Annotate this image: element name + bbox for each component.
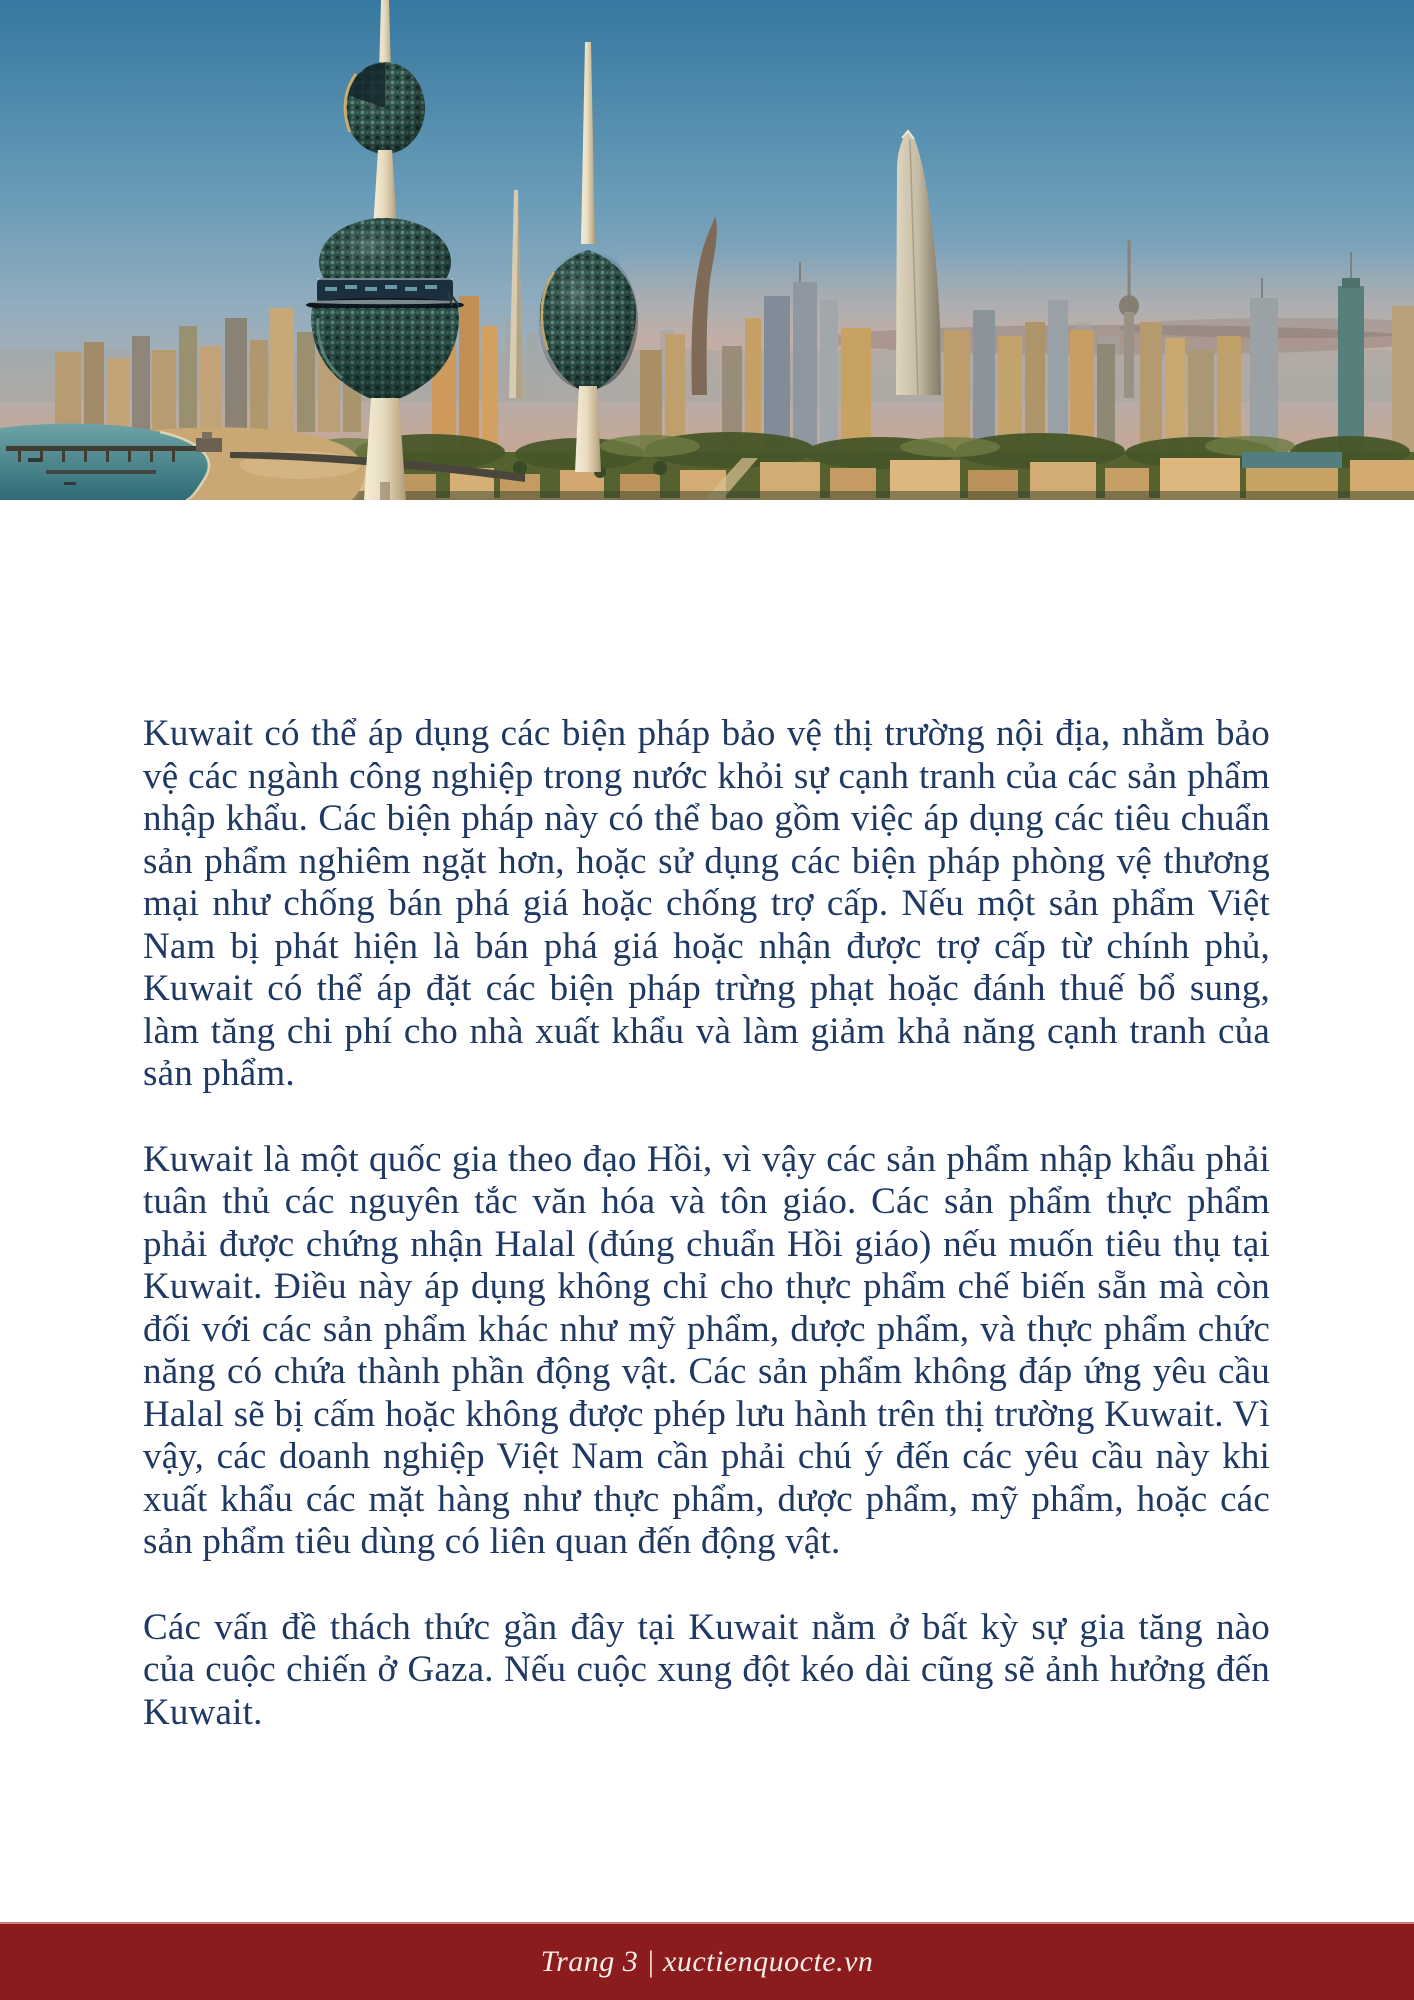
page-footer [0,1922,1414,2000]
kuwait-skyline-illustration [0,0,1414,500]
paragraph-halal-requirements: Kuwait là một quốc gia theo đạo Hồi, vì vậy các sản phẩm nhập khẩu phải tuân thủ các nguyên tắc văn hóa và tôn giáo. Các sản phẩm thực phẩm phải được chứng nhận Halal (đúng chuẩn Hồi giáo) nếu muốn tiêu thụ tại Kuwait. Điều này áp dụng không chỉ cho thực phẩm chế biến sẵn mà còn đối với các sản phẩm khác như mỹ phẩm, dược phẩm, và thực phẩm chức năng có chứa thành phần động vật. Các sản phẩm không đáp ứng yêu cầu Halal sẽ bị cấm hoặc không được phép lưu hành trên thị trường Kuwait. Vì vậy, các doanh nghiệp Việt Nam cần phải chú ý đến các yêu cầu này khi xuất khẩu các mặt hàng như thực phẩm, dược phẩm, mỹ phẩm, hoặc các sản phẩm tiêu dùng có liên quan đến động vật. [143,1138,1270,1562]
kuwait-city-skyline-photo [0,0,1414,500]
paragraph-trade-defense: Kuwait có thể áp dụng các biện pháp bảo vệ thị trường nội địa, nhằm bảo vệ các ngành công nghiệp trong nước khỏi sự cạnh tranh của các sản phẩm nhập khẩu. Các biện pháp này có thể bao gồm việc áp dụng các tiêu chuẩn sản phẩm nghiêm ngặt hơn, hoặc sử dụng các biện pháp phòng vệ thương mại như chống bán phá giá hoặc chống trợ cấp. Nếu một sản phẩm Việt Nam bị phát hiện là bán phá giá hoặc nhận được trợ cấp từ chính phủ, Kuwait có thể áp đặt các biện pháp trừng phạt hoặc đánh thuế bổ sung, làm tăng chi phí cho nhà xuất khẩu và làm giảm khả năng cạnh tranh của sản phẩm. [143,713,1270,1094]
page-body [143,713,1270,1777]
paragraph-gaza-conflict: Các vấn đề thách thức gần đây tại Kuwait nằm ở bất kỳ sự gia tăng nào của cuộc chiến ở Gaza. Nếu cuộc xung đột kéo dài cũng sẽ ảnh hưởng đến Kuwait. [143,1606,1270,1733]
footer-page-info: Trang 3 | xuctienquocte.vn [540,1945,874,1978]
